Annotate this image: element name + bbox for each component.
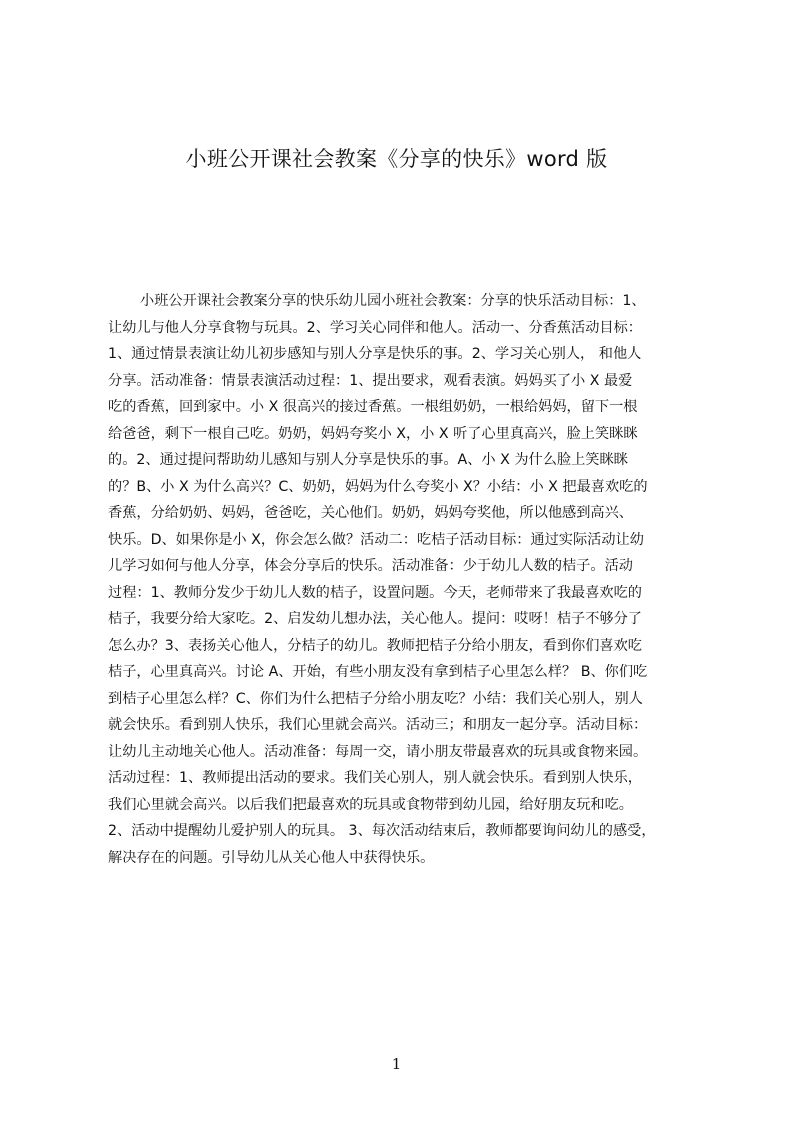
text-line: 快乐。D、如果你是小 X，你会怎么做？活动二：吃桔子活动目标：通过实际活动让幼 — [108, 531, 644, 548]
text-line: 小班公开课社会教案分享的快乐幼儿园小班社会教案：分享的快乐活动目标：1、 — [140, 293, 646, 309]
text-line: 的？B、小 X 为什么高兴？C、奶奶，妈妈为什么夸奖小 X？小结：小 X 把最喜欢吃的 — [108, 478, 648, 495]
text-line: 就会快乐。看到别人快乐，我们心里就会高兴。活动三；和朋友一起分享。活动目标： — [108, 717, 648, 733]
text-line: 香蕉，分给奶奶、妈妈，爸爸吃，关心他们。奶奶，妈妈夸奖他，所以他感到高兴、 — [108, 505, 633, 521]
text-line: 2、活动中提醒幼儿爱护别人的玩具。 3、每次活动结束后，教师都要询问幼儿的感受， — [108, 823, 656, 839]
page-number: 1 — [391, 1055, 402, 1073]
text-line: 分享。活动准备：情景表演活动过程：1、提出要求，观看表演。妈妈买了小 X 最爱 — [108, 372, 633, 389]
body-paragraph — [108, 288, 698, 871]
text-line: 1、通过情景表演让幼儿初步感知与别人分享是快乐的事。2、学习关心别人， 和他人 — [108, 346, 642, 362]
text-line: 的。2、通过提问帮助幼儿感知与别人分享是快乐的事。A、小 X 为什么脸上笑眯眯 — [108, 452, 628, 468]
text-line: 桔子，心里真高兴。讨论 A、开始，有些小朋友没有拿到桔子心里怎么样？ B、你们吃 — [108, 664, 648, 680]
text-line: 吃的香蕉，回到家中。小 X 很高兴的接过香蕉。一根组奶奶，一根给妈妈，留下一根 — [108, 399, 638, 415]
text-line: 怎么办？3、表扬关心他人，分桔子的幼儿。教师把桔子分给小朋友，看到你们喜欢吃 — [108, 637, 642, 654]
text-line: 解决存在的问题。引导幼儿从关心他人中获得快乐。 — [108, 849, 435, 866]
text-line: 儿学习如何与他人分享，体会分享后的快乐。活动准备：少于幼儿人数的桔子。活动 — [108, 558, 633, 574]
text-line: 到桔子心里怎么样？C、你们为什么把桔子分给小朋友吃？小结：我们关心别人，别人 — [108, 690, 643, 707]
text-line: 我们心里就会高兴。以后我们把最喜欢的玩具或食物带到幼儿园，给好朋友玩和吃。 — [108, 796, 633, 813]
text-line: 活动过程：1、教师提出活动的要求。我们关心别人，别人就会快乐。看到别人快乐， — [108, 770, 642, 786]
text-line: 让幼儿主动地关心他人。活动准备：每周一交，请小朋友带最喜欢的玩具或食物来园。 — [108, 743, 648, 760]
text-line: 桔子，我要分给大家吃。2、启发幼儿想办法，关心他人。提问：哎呀！桔子不够分了 — [108, 611, 642, 627]
text-line: 给爸爸，剩下一根自己吃。奶奶，妈妈夸奖小 X，小 X 听了心里真高兴，脸上笑眯眯 — [108, 425, 638, 442]
text-line: 过程：1、教师分发少于幼儿人数的桔子，设置问题。今天，老师带来了我最喜欢吃的 — [108, 584, 642, 601]
text-line: 让幼儿与他人分享食物与玩具。2、学习关心同伴和他人。活动一、分香蕉活动目标： — [108, 319, 642, 336]
document-title: 小班公开课社会教案《分享的快乐》word 版 — [185, 147, 608, 171]
